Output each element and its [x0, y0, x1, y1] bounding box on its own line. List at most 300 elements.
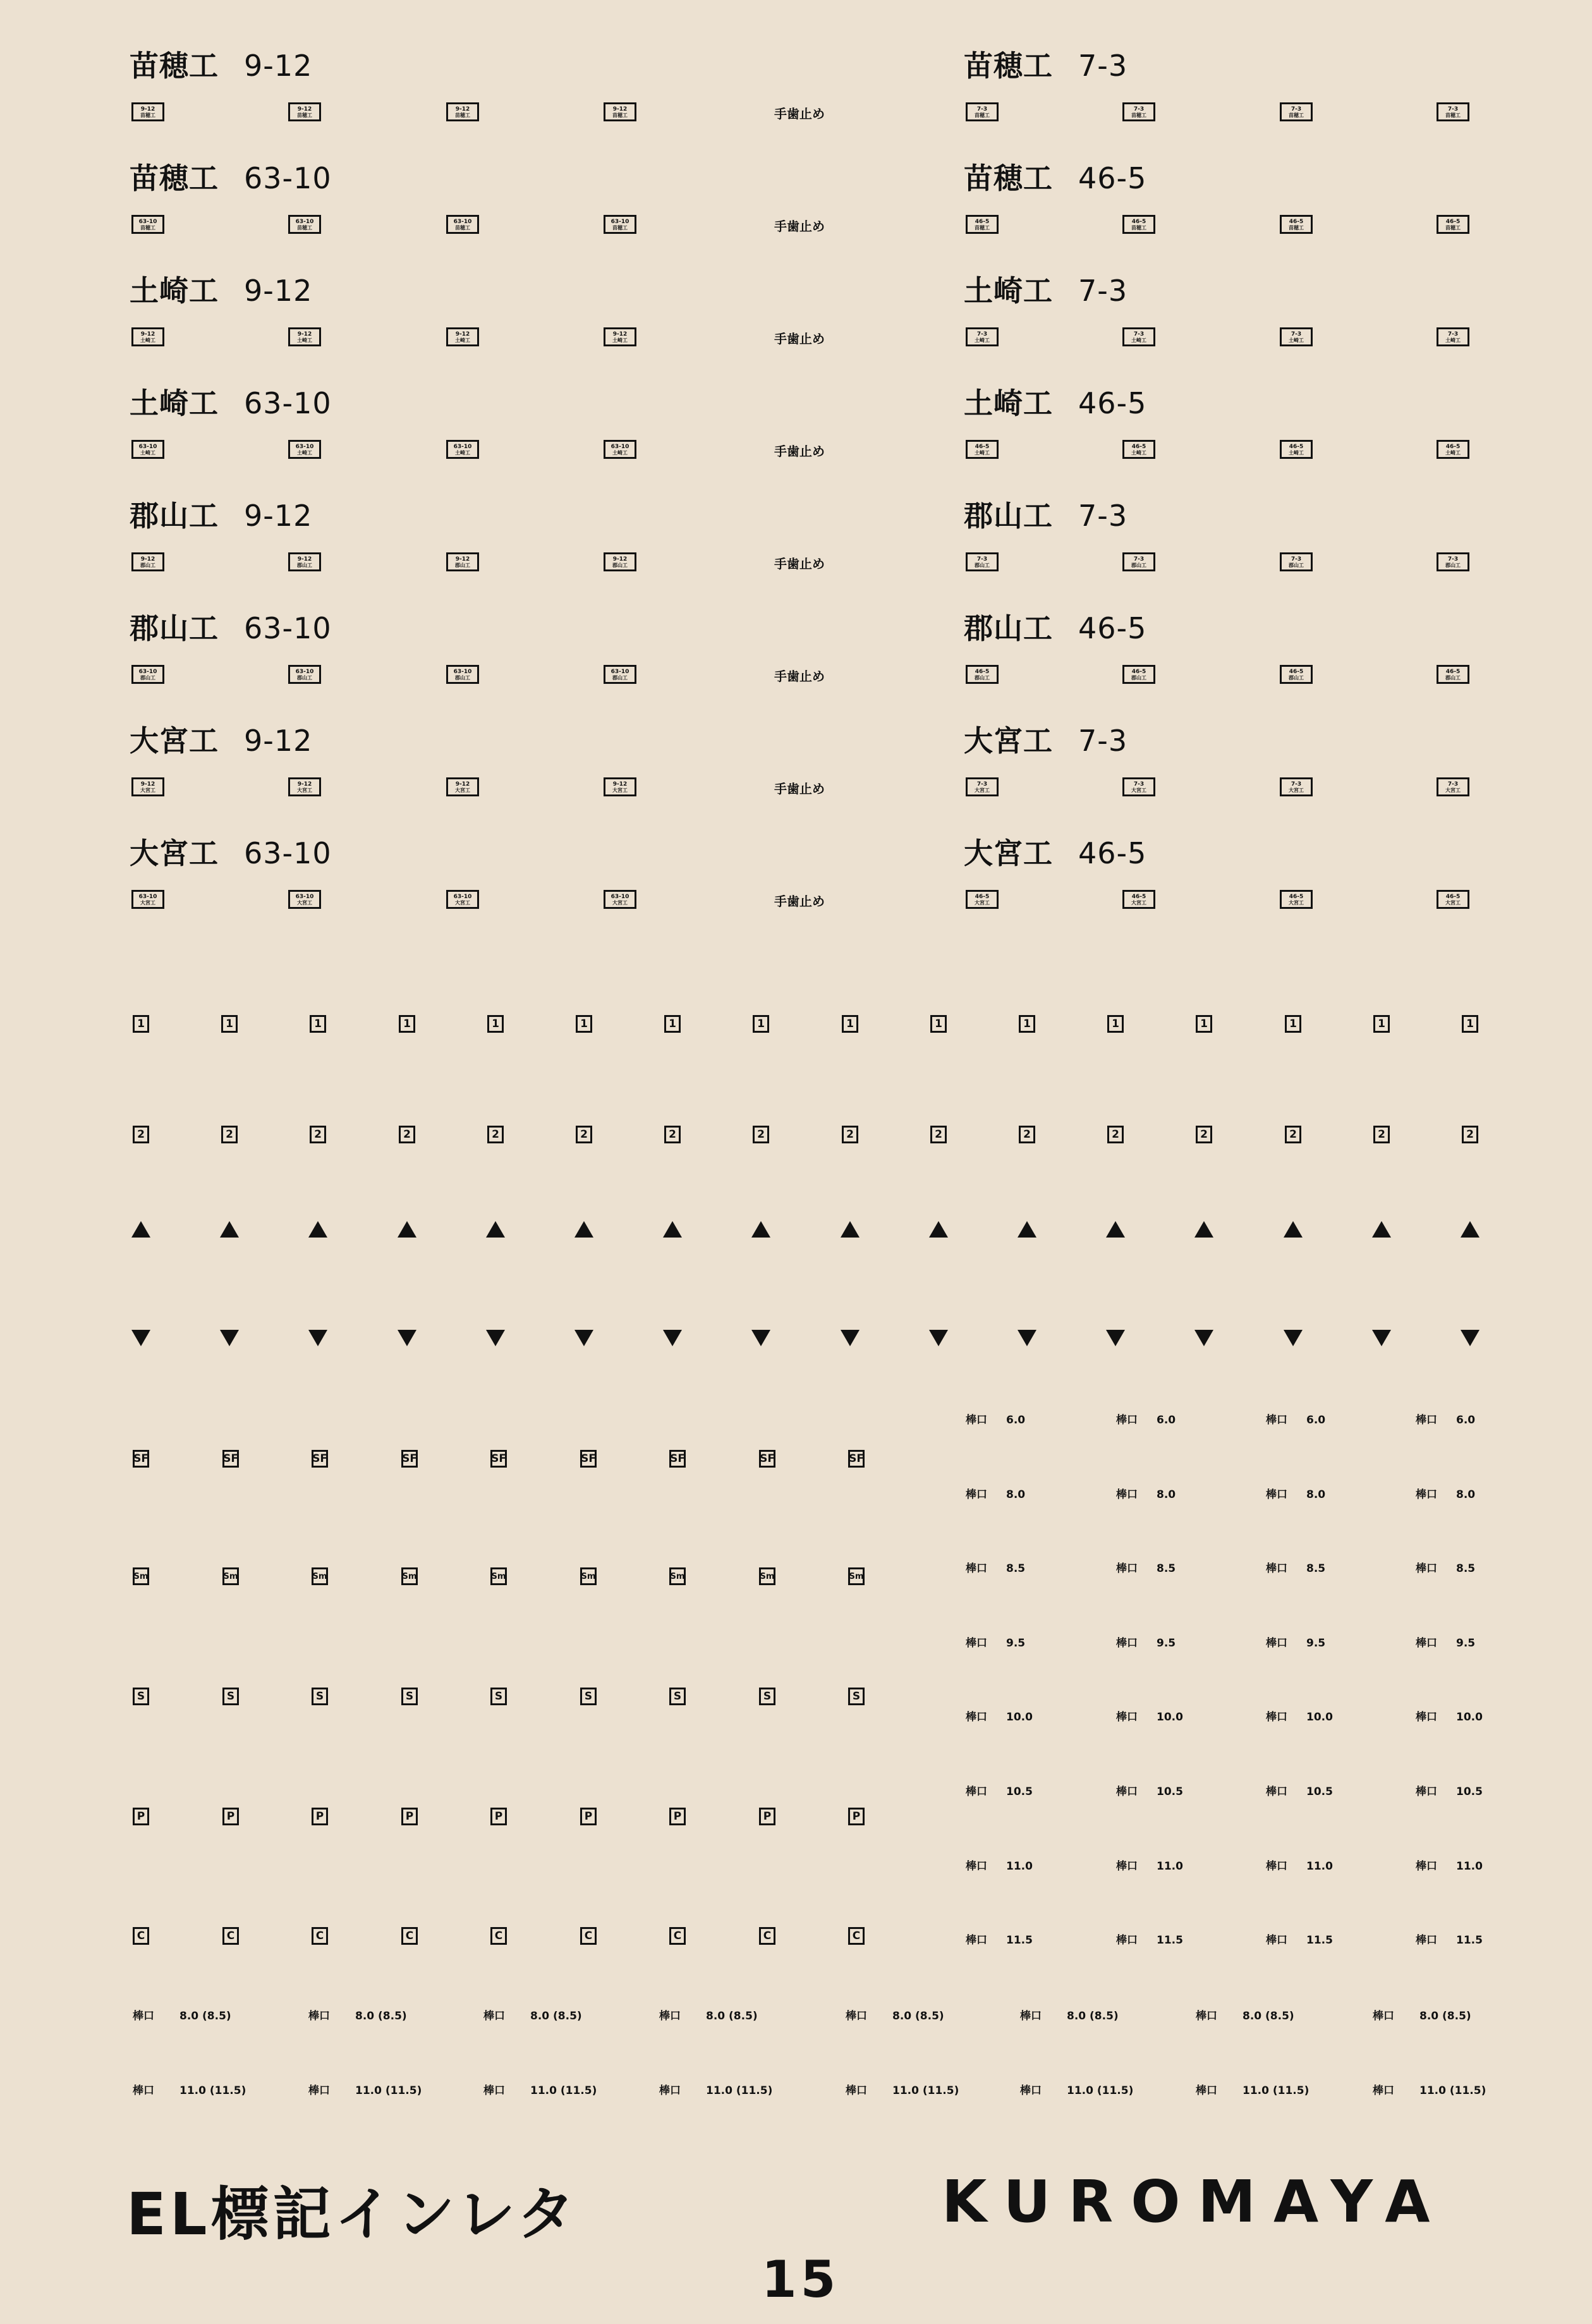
section-code: 46-5: [1078, 836, 1147, 870]
maintenance-plate: [604, 327, 636, 346]
hose-prefix: 棒口: [308, 2010, 330, 2023]
hose-combo-value: 8.0 (8.5): [1243, 2010, 1294, 2023]
symbol-text: Sm: [581, 1571, 596, 1581]
sheet-title: EL標記インレタ: [126, 2181, 579, 2248]
hose-label: [1116, 1411, 1176, 1427]
hose-prefix: 棒口: [846, 2084, 867, 2097]
triangle-down-icon: [574, 1330, 593, 1346]
works-name: 郡山工: [130, 499, 219, 533]
works-name: 大宮工: [130, 836, 219, 870]
plate-works: 苗穂工: [612, 112, 628, 118]
hose-prefix: 棒口: [133, 2084, 154, 2097]
section-code: 46-5: [1078, 161, 1147, 195]
plate-code: 7-3: [1447, 781, 1459, 788]
triangle-up-icon: [308, 1221, 327, 1238]
symbol-text: 1: [669, 1017, 676, 1030]
maintenance-plate: [966, 552, 999, 571]
boxed-symbol-sf: [312, 1450, 328, 1468]
hose-combo-label: [483, 2007, 582, 2023]
plate-works: 土崎工: [455, 449, 470, 456]
plate-works: 苗穂工: [1131, 224, 1146, 231]
hose-prefix: 棒口: [659, 2084, 681, 2097]
triangle-up-icon: [1018, 1221, 1036, 1238]
section-heading: [964, 268, 1127, 310]
plate-works: 土崎工: [140, 449, 155, 456]
plate-works: 苗穂工: [1131, 112, 1146, 118]
symbol-text: 2: [1112, 1128, 1119, 1141]
maintenance-plate: [131, 552, 164, 571]
triangle-down-icon: [486, 1330, 505, 1346]
section-heading: [964, 493, 1127, 535]
plate-works: 苗穂工: [975, 224, 990, 231]
plate-code: 7-3: [976, 781, 988, 788]
symbol-text: SF: [402, 1452, 417, 1465]
plate-code: 9-12: [455, 781, 470, 788]
symbol-text: S: [852, 1689, 861, 1703]
boxed-symbol-p: [133, 1808, 149, 1825]
hose-value: 10.0: [1157, 1711, 1183, 1724]
maintenance-plate: [1280, 440, 1313, 459]
plate-works: 土崎工: [1289, 449, 1304, 456]
triangle-down-icon: [1372, 1330, 1391, 1346]
plate-code: 7-3: [976, 331, 988, 338]
plate-works: 土崎工: [140, 337, 155, 343]
hose-combo-value: 11.0 (11.5): [706, 2084, 773, 2097]
section-code: 7-3: [1078, 499, 1128, 533]
plate-code: 46-5: [1131, 443, 1146, 450]
plate-code: 9-12: [612, 781, 628, 788]
boxed-symbol-one: [487, 1015, 504, 1033]
boxed-symbol-s: [848, 1688, 865, 1705]
plate-code: 46-5: [1445, 668, 1461, 675]
section-code: 63-10: [244, 161, 332, 195]
hose-value: 8.5: [1456, 1562, 1476, 1575]
symbol-text: 1: [137, 1017, 145, 1030]
hose-value: 10.0: [1006, 1711, 1033, 1724]
hose-prefix: 棒口: [1373, 2010, 1394, 2023]
plate-code: 9-12: [140, 556, 155, 563]
hose-value: 8.0: [1006, 1488, 1026, 1501]
hose-combo-label: [1373, 2007, 1471, 2023]
section-heading: [130, 718, 312, 760]
hose-prefix: 棒口: [1266, 1414, 1287, 1427]
symbol-text: 1: [492, 1017, 499, 1030]
maintenance-plate: [288, 890, 321, 909]
plate-code: 63-10: [295, 443, 314, 450]
boxed-symbol-sm: [133, 1567, 149, 1585]
symbol-text: S: [494, 1689, 503, 1703]
hose-value: 11.0: [1157, 1860, 1183, 1873]
boxed-symbol-two: [1107, 1126, 1124, 1143]
symbol-text: C: [763, 1929, 772, 1942]
plate-works: 郡山工: [1445, 674, 1461, 681]
maintenance-plate: [446, 440, 479, 459]
plate-code: 63-10: [611, 218, 629, 225]
boxed-symbol-sm: [401, 1567, 418, 1585]
symbol-text: Sm: [849, 1571, 864, 1581]
hose-label: [1266, 1931, 1333, 1947]
hose-label: [966, 1782, 1033, 1798]
plate-works: 大宮工: [975, 899, 990, 906]
page-number: 15: [762, 2250, 840, 2309]
hose-label: [1266, 1411, 1325, 1427]
plate-works: 郡山工: [1289, 562, 1304, 568]
plate-code: 46-5: [975, 893, 990, 900]
hose-prefix: 棒口: [1266, 1934, 1287, 1947]
symbol-text: SF: [670, 1452, 685, 1465]
hose-value: 8.5: [1306, 1562, 1326, 1575]
plate-code: 7-3: [1133, 331, 1145, 338]
hose-value: 8.5: [1157, 1562, 1176, 1575]
plate-works: 苗穂工: [297, 112, 312, 118]
maintenance-plate: [446, 665, 479, 684]
hose-prefix: 棒口: [846, 2010, 867, 2023]
symbol-text: 2: [1466, 1128, 1474, 1141]
section-heading: [964, 380, 1146, 422]
symbol-text: 2: [757, 1128, 765, 1141]
hose-prefix: 棒口: [1020, 2010, 1042, 2023]
maintenance-plate: [604, 777, 636, 796]
symbol-text: 2: [137, 1128, 145, 1141]
plate-code: 46-5: [1131, 218, 1146, 225]
section-heading: [964, 605, 1146, 647]
hose-prefix: 棒口: [1266, 1562, 1287, 1575]
triangle-up-icon: [131, 1221, 150, 1238]
symbol-text: 2: [492, 1128, 499, 1141]
hose-value: 11.5: [1006, 1934, 1033, 1947]
symbol-text: 2: [935, 1128, 942, 1141]
triangle-up-icon: [929, 1221, 948, 1238]
hose-value: 6.0: [1157, 1414, 1176, 1427]
hose-label: [1266, 1782, 1333, 1798]
plate-works: 大宮工: [1289, 787, 1304, 793]
symbol-text: C: [315, 1929, 324, 1942]
plate-code: 46-5: [1289, 218, 1304, 225]
boxed-symbol-sm: [490, 1567, 507, 1585]
hand-brake-label: 手歯止め: [774, 331, 825, 346]
plate-code: 63-10: [453, 218, 472, 225]
maintenance-plate: [288, 215, 321, 234]
symbol-text: C: [494, 1929, 503, 1942]
plate-works: 苗穂工: [455, 224, 470, 231]
maintenance-plate: [1122, 890, 1155, 909]
plate-code: 9-12: [297, 781, 312, 788]
hose-combo-label: [846, 2081, 959, 2097]
maintenance-plate: [604, 215, 636, 234]
boxed-symbol-c: [848, 1927, 865, 1945]
hose-prefix: 棒口: [1116, 1562, 1138, 1575]
hose-value: 8.0: [1306, 1488, 1326, 1501]
maintenance-plate: [966, 440, 999, 459]
maintenance-plate: [966, 215, 999, 234]
plate-code: 63-10: [138, 668, 157, 675]
boxed-symbol-sf: [580, 1450, 597, 1468]
hose-value: 11.5: [1456, 1934, 1483, 1947]
hand-brake-label: 手歯止め: [774, 669, 825, 684]
symbol-text: 2: [1378, 1128, 1385, 1141]
hose-combo-value: 11.0 (11.5): [1419, 2084, 1486, 2097]
boxed-symbol-s: [669, 1688, 686, 1705]
hose-label: [966, 1485, 1025, 1501]
hose-value: 11.0: [1006, 1860, 1033, 1873]
boxed-symbol-one: [1462, 1015, 1478, 1033]
plate-works: 苗穂工: [455, 112, 470, 118]
maintenance-plate: [1437, 777, 1469, 796]
symbol-text: P: [137, 1810, 145, 1823]
triangle-up-icon: [220, 1221, 239, 1238]
hose-prefix: 棒口: [1196, 2084, 1217, 2097]
symbol-text: P: [852, 1810, 861, 1823]
plate-code: 7-3: [1447, 556, 1459, 563]
section-code: 63-10: [244, 386, 332, 420]
section-code: 46-5: [1078, 386, 1147, 420]
hose-combo-label: [133, 2081, 246, 2097]
plate-code: 7-3: [976, 556, 988, 563]
plate-code: 9-12: [612, 556, 628, 563]
boxed-symbol-sm: [222, 1567, 239, 1585]
works-name: 郡山工: [964, 611, 1053, 645]
plate-code: 9-12: [140, 781, 155, 788]
plate-code: 46-5: [975, 443, 990, 450]
plate-code: 7-3: [1447, 331, 1459, 338]
hose-combo-label: [1373, 2081, 1486, 2097]
boxed-symbol-two: [487, 1126, 504, 1143]
plate-code: 63-10: [295, 218, 314, 225]
plate-works: 苗穂工: [297, 224, 312, 231]
hose-combo-label: [846, 2007, 944, 2023]
hose-label: [1116, 1708, 1183, 1724]
works-name: 苗穂工: [130, 49, 219, 83]
plate-works: 大宮工: [297, 899, 312, 906]
triangle-up-icon: [1461, 1221, 1480, 1238]
maintenance-plate: [1437, 890, 1469, 909]
section-heading: [964, 830, 1146, 872]
plate-works: 郡山工: [455, 674, 470, 681]
symbol-text: SF: [849, 1452, 864, 1465]
maintenance-plate: [1437, 665, 1469, 684]
symbol-text: 1: [1289, 1017, 1297, 1030]
plate-code: 46-5: [1445, 218, 1461, 225]
maintenance-plate: [966, 327, 999, 346]
boxed-symbol-one: [1196, 1015, 1212, 1033]
hose-prefix: 棒口: [1416, 1562, 1437, 1575]
plate-works: 苗穂工: [1445, 224, 1461, 231]
boxed-symbol-s: [580, 1688, 597, 1705]
symbol-text: 1: [1023, 1017, 1031, 1030]
plate-works: 土崎工: [612, 449, 628, 456]
symbol-text: P: [405, 1810, 414, 1823]
plate-code: 63-10: [453, 668, 472, 675]
hand-brake-label: 手歯止め: [774, 556, 825, 571]
hose-prefix: 棒口: [1416, 1860, 1437, 1873]
boxed-symbol-one: [930, 1015, 947, 1033]
hose-prefix: 棒口: [1116, 1488, 1138, 1501]
plate-code: 7-3: [1133, 556, 1145, 563]
maintenance-plate: [604, 440, 636, 459]
plate-works: 郡山工: [455, 562, 470, 568]
boxed-symbol-s: [490, 1688, 507, 1705]
symbol-text: SF: [491, 1452, 506, 1465]
hose-label: [1416, 1857, 1483, 1873]
triangle-up-icon: [1194, 1221, 1213, 1238]
symbol-text: S: [226, 1689, 235, 1703]
hose-combo-label: [659, 2081, 772, 2097]
symbol-text: SF: [312, 1452, 327, 1465]
symbol-text: Sm: [402, 1571, 417, 1581]
boxed-symbol-p: [312, 1808, 328, 1825]
section-heading: [964, 718, 1127, 760]
section-code: 7-3: [1078, 724, 1128, 758]
hose-label: [1116, 1485, 1176, 1501]
section-heading: [130, 380, 332, 422]
hose-label: [1116, 1559, 1176, 1575]
boxed-symbol-sf: [133, 1450, 149, 1468]
boxed-symbol-sm: [312, 1567, 328, 1585]
hose-label: [966, 1559, 1025, 1575]
boxed-symbol-c: [133, 1927, 149, 1945]
symbol-text: 1: [1200, 1017, 1208, 1030]
maintenance-plate: [288, 777, 321, 796]
plate-works: 郡山工: [1445, 562, 1461, 568]
boxed-symbol-s: [222, 1688, 239, 1705]
maintenance-plate: [1280, 327, 1313, 346]
maintenance-plate: [446, 327, 479, 346]
hose-combo-value: 8.0 (8.5): [179, 2010, 231, 2023]
plate-code: 46-5: [975, 218, 990, 225]
maintenance-plate: [1280, 890, 1313, 909]
maintenance-plate: [604, 665, 636, 684]
plate-works: 大宮工: [297, 787, 312, 793]
triangle-down-icon: [1284, 1330, 1303, 1346]
hose-label: [1416, 1411, 1475, 1427]
maintenance-plate: [446, 215, 479, 234]
plate-works: 郡山工: [1131, 674, 1146, 681]
plate-works: 郡山工: [297, 674, 312, 681]
hose-combo-value: 11.0 (11.5): [892, 2084, 959, 2097]
plate-works: 大宮工: [455, 787, 470, 793]
plate-code: 7-3: [1133, 106, 1145, 113]
plate-code: 9-12: [455, 556, 470, 563]
plate-works: 土崎工: [1131, 449, 1146, 456]
hose-label: [1116, 1634, 1176, 1650]
symbol-text: SF: [581, 1452, 596, 1465]
plate-works: 土崎工: [455, 337, 470, 343]
section-heading: [130, 43, 312, 85]
hose-prefix: 棒口: [1266, 1786, 1287, 1798]
hose-label: [1416, 1782, 1483, 1798]
maintenance-plate: [1280, 215, 1313, 234]
maintenance-plate: [1122, 665, 1155, 684]
boxed-symbol-two: [221, 1126, 238, 1143]
hose-combo-label: [308, 2007, 407, 2023]
hose-label: [1416, 1485, 1475, 1501]
symbol-text: 1: [226, 1017, 233, 1030]
hose-prefix: 棒口: [1266, 1860, 1287, 1873]
boxed-symbol-sm: [580, 1567, 597, 1585]
plate-works: 苗穂工: [1289, 224, 1304, 231]
works-name: 大宮工: [964, 724, 1053, 758]
hose-prefix: 棒口: [308, 2084, 330, 2097]
plate-code: 9-12: [297, 106, 312, 113]
symbol-text: SF: [133, 1452, 149, 1465]
hand-brake-label: 手歯止め: [774, 219, 825, 234]
boxed-symbol-one: [1285, 1015, 1301, 1033]
maintenance-plate: [966, 665, 999, 684]
symbol-text: C: [673, 1929, 682, 1942]
symbol-text: S: [137, 1689, 145, 1703]
section-code: 9-12: [244, 499, 313, 533]
hose-value: 8.5: [1006, 1562, 1026, 1575]
hand-brake-label: 手歯止め: [774, 444, 825, 459]
hose-value: 9.5: [1006, 1637, 1026, 1650]
symbol-text: Sm: [312, 1571, 327, 1581]
boxed-symbol-p: [759, 1808, 775, 1825]
maintenance-plate: [131, 890, 164, 909]
boxed-symbol-two: [842, 1126, 858, 1143]
boxed-symbol-one: [753, 1015, 769, 1033]
triangle-up-icon: [841, 1221, 860, 1238]
symbol-text: 1: [403, 1017, 411, 1030]
plate-works: 苗穂工: [975, 112, 990, 118]
symbol-text: Sm: [760, 1571, 775, 1581]
hose-value: 11.5: [1306, 1934, 1333, 1947]
hose-prefix: 棒口: [1116, 1414, 1138, 1427]
plate-code: 46-5: [1289, 893, 1304, 900]
maintenance-plate: [1437, 102, 1469, 121]
symbol-text: C: [137, 1929, 145, 1942]
hose-combo-label: [308, 2081, 422, 2097]
hose-combo-value: 8.0 (8.5): [530, 2010, 582, 2023]
symbol-text: Sm: [491, 1571, 506, 1581]
boxed-symbol-sm: [759, 1567, 775, 1585]
hose-prefix: 棒口: [1416, 1414, 1437, 1427]
plate-works: 郡山工: [975, 674, 990, 681]
symbol-text: S: [584, 1689, 593, 1703]
hand-brake-label: 手歯止め: [774, 106, 825, 121]
hose-combo-value: 11.0 (11.5): [1067, 2084, 1134, 2097]
section-heading: [130, 268, 312, 310]
maintenance-plate: [288, 327, 321, 346]
section-code: 63-10: [244, 611, 332, 645]
boxed-symbol-s: [759, 1688, 775, 1705]
plate-works: 土崎工: [975, 449, 990, 456]
triangle-down-icon: [308, 1330, 327, 1346]
plate-code: 63-10: [611, 668, 629, 675]
symbol-text: S: [673, 1689, 682, 1703]
hose-value: 11.0: [1456, 1860, 1483, 1873]
hose-value: 6.0: [1456, 1414, 1476, 1427]
triangle-down-icon: [751, 1330, 770, 1346]
triangle-down-icon: [398, 1330, 416, 1346]
symbol-text: 2: [669, 1128, 676, 1141]
symbol-text: P: [763, 1810, 772, 1823]
symbol-text: P: [315, 1810, 324, 1823]
maintenance-plate: [1280, 102, 1313, 121]
boxed-symbol-sf: [490, 1450, 507, 1468]
hose-prefix: 棒口: [659, 2010, 681, 2023]
plate-code: 7-3: [1133, 781, 1145, 788]
plate-code: 7-3: [1291, 331, 1302, 338]
plate-works: 大宮工: [140, 787, 155, 793]
plate-code: 63-10: [138, 893, 157, 900]
hose-value: 9.5: [1456, 1637, 1476, 1650]
hose-prefix: 棒口: [966, 1711, 987, 1724]
hose-prefix: 棒口: [966, 1860, 987, 1873]
plate-code: 63-10: [138, 443, 157, 450]
plate-works: 大宮工: [1131, 787, 1146, 793]
boxed-symbol-sm: [848, 1567, 865, 1585]
hose-prefix: 棒口: [966, 1414, 987, 1427]
